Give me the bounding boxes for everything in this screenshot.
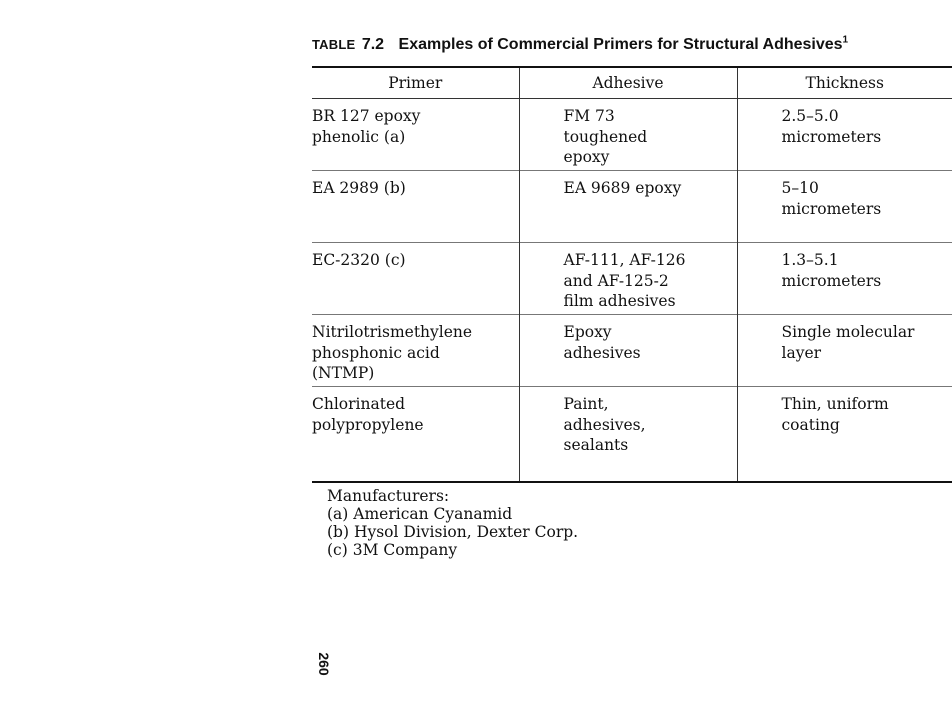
thickness-cell [737, 171, 952, 243]
table-header-row [312, 67, 952, 99]
cell-line: AF-111, AF-126 [563, 251, 686, 269]
cell-line: adhesives, [563, 415, 646, 434]
note-item: (a) American Cyanamid [327, 505, 513, 523]
cell-line: Nitrilotrismethylene [312, 323, 473, 341]
cell-line: film adhesives [563, 292, 676, 310]
table-row [312, 387, 952, 483]
cell-line: Epoxy [563, 323, 612, 341]
notes-heading: Manufacturers: [327, 487, 450, 505]
table-footnote-mark: 1 [842, 34, 849, 46]
cell-line: micrometers [781, 127, 882, 146]
cell-line: sealants [563, 436, 629, 454]
cell-line: 5–10 [781, 179, 819, 197]
cell-line: and AF-125-2 [563, 271, 669, 290]
primer-cell [312, 99, 519, 171]
table-number: 7.2 [361, 36, 385, 53]
cell-line: Chlorinated [312, 395, 406, 413]
adhesive-cell [519, 387, 737, 483]
thickness-cell [737, 315, 952, 387]
header-thickness: Thickness [737, 67, 952, 99]
header-primer: Primer [388, 74, 443, 92]
table-notes [327, 487, 578, 559]
cell-line: 1.3–5.1 [781, 251, 839, 269]
cell-line: micrometers [781, 271, 882, 290]
cell-line: Single molecular [781, 323, 915, 341]
note-item: (b) Hysol Division, Dexter Corp. [327, 523, 579, 541]
table-title [399, 36, 849, 53]
cell-line: phenolic (a) [312, 127, 406, 146]
thickness-cell [737, 387, 952, 483]
adhesive-cell [519, 99, 737, 171]
table-row [312, 99, 952, 171]
cell-line: micrometers [781, 199, 882, 218]
thickness-cell [737, 99, 952, 171]
primer-cell [312, 243, 519, 315]
table-label: TABLE [312, 37, 356, 52]
adhesive-cell [519, 171, 737, 243]
cell-line: phosphonic acid [312, 343, 440, 362]
cell-line: (NTMP) [312, 364, 375, 382]
cell-line: EA 9689 epoxy [563, 179, 682, 197]
cell-line: epoxy [563, 148, 610, 166]
cell-line: adhesives [563, 343, 641, 362]
primers-table [312, 66, 952, 483]
note-item: (c) 3M Company [327, 541, 458, 559]
table-row [312, 243, 952, 315]
cell-line: layer [781, 343, 822, 362]
adhesive-cell [519, 243, 737, 315]
cell-line: toughened [563, 127, 648, 146]
cell-line: BR 127 epoxy [312, 107, 421, 125]
primer-cell [312, 387, 519, 483]
cell-line: polypropylene [312, 415, 424, 434]
cell-line: Paint, [563, 395, 609, 413]
cell-line: EA 2989 (b) [312, 179, 406, 197]
page-number: 260 [316, 652, 332, 676]
table-row [312, 171, 952, 243]
table-caption [312, 36, 848, 54]
table-title-text: Examples of Commercial Primers for Structural Adhesives [398, 36, 843, 53]
cell-line: EC-2320 (c) [312, 251, 406, 269]
primer-cell [312, 171, 519, 243]
thickness-cell [737, 243, 952, 315]
adhesive-cell [519, 315, 737, 387]
cell-line: FM 73 [563, 107, 615, 125]
cell-line: coating [781, 415, 840, 434]
cell-line: Thin, uniform [781, 395, 889, 413]
header-adhesive: Adhesive [519, 67, 737, 99]
table-row [312, 315, 952, 387]
primer-cell [312, 315, 519, 387]
cell-line: 2.5–5.0 [781, 107, 839, 125]
